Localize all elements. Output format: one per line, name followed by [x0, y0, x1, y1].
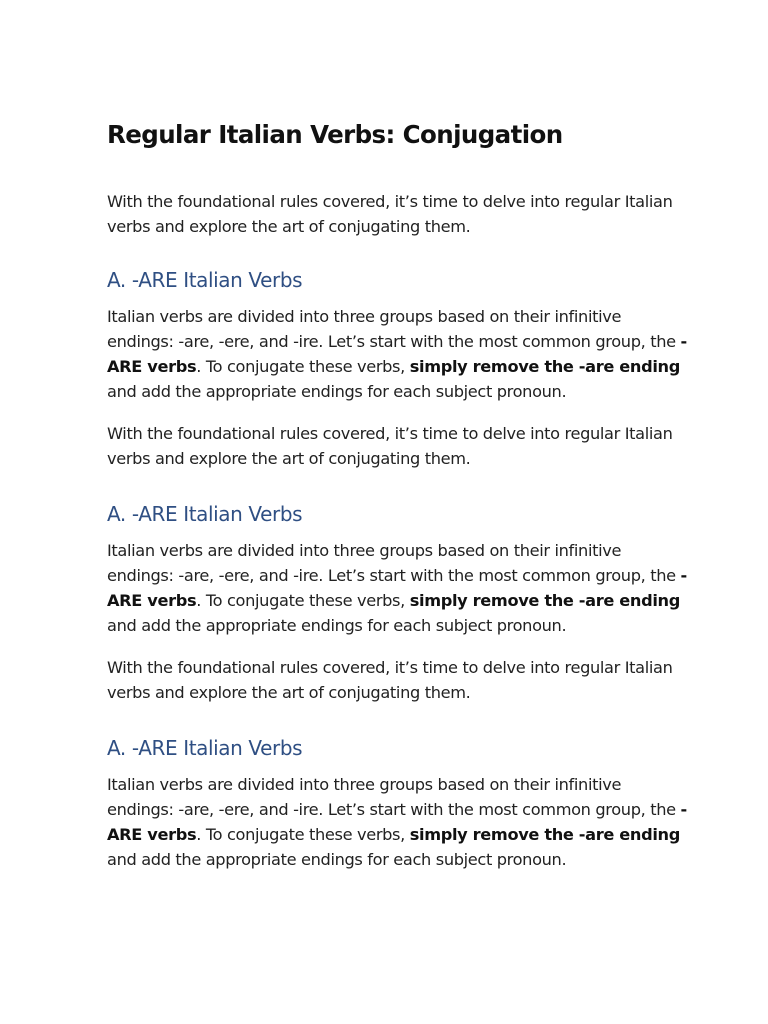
body-text: . To conjugate these verbs, [196, 825, 410, 844]
body-paragraph-2 [107, 538, 687, 638]
intro-paragraph-3: With the foundational rules covered, it’s time to delve into regular Italian verbs and explore the art of conjugating them. [107, 658, 673, 702]
body-paragraph-3 [107, 772, 687, 872]
intro-paragraph-1: With the foundational rules covered, it’s time to delve into regular Italian verbs and explore the art of conjugating them. [107, 192, 673, 236]
bold-instruction: simply remove the -are ending [409, 591, 680, 610]
bold-instruction: simply remove the -are ending [409, 825, 680, 844]
document-page [107, 118, 687, 872]
body-text: and add the appropriate endings for each subject pronoun. [107, 382, 567, 401]
bold-term: -ARE verbs [107, 800, 687, 844]
body-text: and add the appropriate endings for each subject pronoun. [107, 616, 567, 635]
body-paragraph-1 [107, 304, 687, 404]
intro-paragraph-2: With the foundational rules covered, it’s time to delve into regular Italian verbs and explore the art of conjugating them. [107, 424, 673, 468]
body-text: Italian verbs are divided into three groups based on their infinitive endings: -are, -ere, and -ire. Let’s start with the most common group, the [107, 775, 681, 819]
body-text: Italian verbs are divided into three groups based on their infinitive endings: -are, -ere, and -ire. Let’s start with the most common group, the [107, 541, 681, 585]
document-title: Regular Italian Verbs: Conjugation [107, 120, 563, 149]
bold-term: -ARE verbs [107, 332, 687, 376]
body-text: . To conjugate these verbs, [196, 591, 410, 610]
body-text: . To conjugate these verbs, [196, 357, 410, 376]
body-text: Italian verbs are divided into three groups based on their infinitive endings: -are, -ere, and -ire. Let’s start with the most common group, the [107, 307, 681, 351]
body-text: and add the appropriate endings for each subject pronoun. [107, 850, 567, 869]
section-heading-2: A. -ARE Italian Verbs [107, 502, 303, 526]
bold-instruction: simply remove the -are ending [409, 357, 680, 376]
section-heading-3: A. -ARE Italian Verbs [107, 736, 303, 760]
bold-term: -ARE verbs [107, 566, 687, 610]
section-heading-1: A. -ARE Italian Verbs [107, 268, 303, 292]
